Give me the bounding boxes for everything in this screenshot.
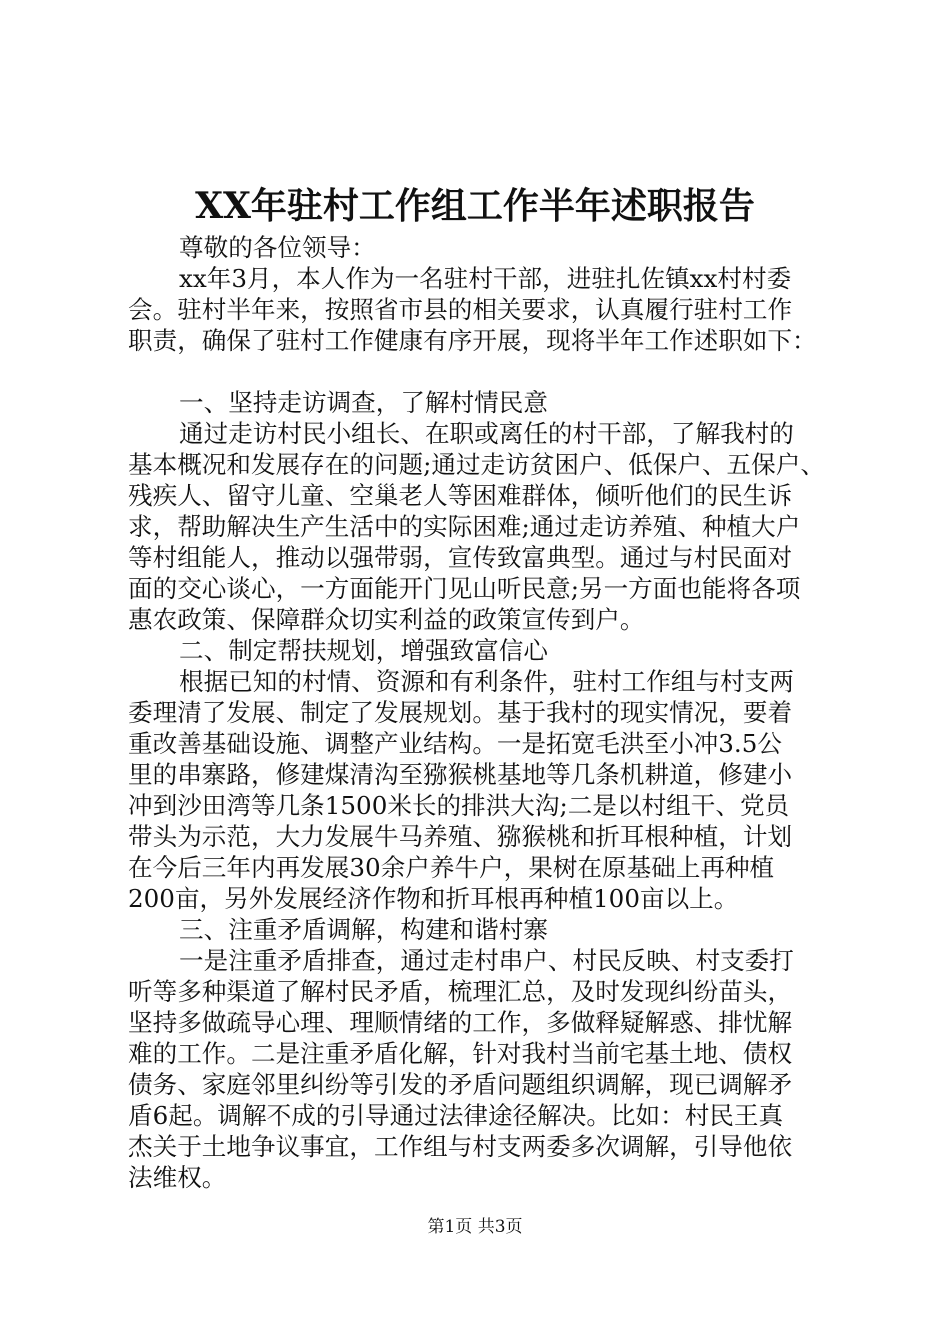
text-line: 求，帮助解决生产生活中的实际困难;通过走访养殖、种植大户 xyxy=(128,512,801,541)
text-line: 法维权。 xyxy=(128,1163,227,1192)
text-line: 惠农政策、保障群众切实利益的政策宣传到户。 xyxy=(128,605,645,634)
text-line: 盾6起。调解不成的引导通过法律途径解决。比如：村民王真 xyxy=(128,1101,784,1130)
text-line: 听等多种渠道了解村民矛盾，梳理汇总，及时发现纠纷苗头， xyxy=(128,977,793,1006)
text-line: 难的工作。二是注重矛盾化解，针对我村当前宅基土地、债权 xyxy=(128,1039,793,1068)
document-body xyxy=(128,232,843,1193)
text-line: xx年3月，本人作为一名驻村干部，进驻扎佐镇xx村村委 xyxy=(179,264,792,293)
text-line: 残疾人、留守儿童、空巢老人等困难群体，倾听他们的民生诉 xyxy=(128,481,793,510)
text-line: 等村组能人，推动以强带弱，宣传致富典型。通过与村民面对 xyxy=(128,543,793,572)
text-line: 基本概况和发展存在的问题;通过走访贫困户、低保户、五保户、 xyxy=(128,450,825,479)
text-line: 一是注重矛盾排查，通过走村串户、村民反映、村支委打 xyxy=(179,946,794,975)
text-line: 里的串寨路，修建煤清沟至猕猴桃基地等几条机耕道，修建小 xyxy=(128,760,793,789)
text-line: 带头为示范，大力发展牛马养殖、猕猴桃和折耳根种植，计划 xyxy=(128,822,793,851)
text-line: 坚持多做疏导心理、理顺情绪的工作，多做释疑解惑、排忧解 xyxy=(128,1008,793,1037)
text-line: 在今后三年内再发展30余户养牛户，果树在原基础上再种植 xyxy=(128,853,775,882)
text-line: 委理清了发展、制定了发展规划。基于我村的现实情况，要着 xyxy=(128,698,793,727)
text-line: 一、坚持走访调查，了解村情民意 xyxy=(179,388,548,417)
text-line: 尊敬的各位领导： xyxy=(179,233,376,262)
text-line: 面的交心谈心，一方面能开门见山听民意;另一方面也能将各项 xyxy=(128,574,801,603)
text-line: 根据已知的村情、资源和有利条件，驻村工作组与村支两 xyxy=(179,667,794,696)
text-line: 二、制定帮扶规划，增强致富信心 xyxy=(179,636,548,665)
text-line: 重改善基础设施、调整产业结构。一是拓宽毛洪至小冲3.5公 xyxy=(128,729,782,758)
text-line: 冲到沙田湾等几条1500米长的排洪大沟;二是以村组干、党员 xyxy=(128,791,790,820)
text-line: 职责，确保了驻村工作健康有序开展，现将半年工作述职如下： xyxy=(128,326,817,355)
text-line: 200亩，另外发展经济作物和折耳根再种植100亩以上。 xyxy=(128,884,739,913)
page-footer: 第1页 共3页 xyxy=(427,1217,523,1237)
text-line: 杰关于土地争议事宜，工作组与村支两委多次调解，引导他依 xyxy=(128,1132,793,1161)
blank-line xyxy=(128,356,843,387)
text-line: 债务、家庭邻里纠纷等引发的矛盾问题组织调解，现已调解矛 xyxy=(128,1070,793,1099)
text-line: 通过走访村民小组长、在职或离任的村干部，了解我村的 xyxy=(179,419,794,448)
text-line: 三、注重矛盾调解，构建和谐村寨 xyxy=(179,915,548,944)
text-line: 会。驻村半年来，按照省市县的相关要求，认真履行驻村工作 xyxy=(128,295,793,324)
document-title: XX年驻村工作组工作半年述职报告 xyxy=(195,185,755,227)
